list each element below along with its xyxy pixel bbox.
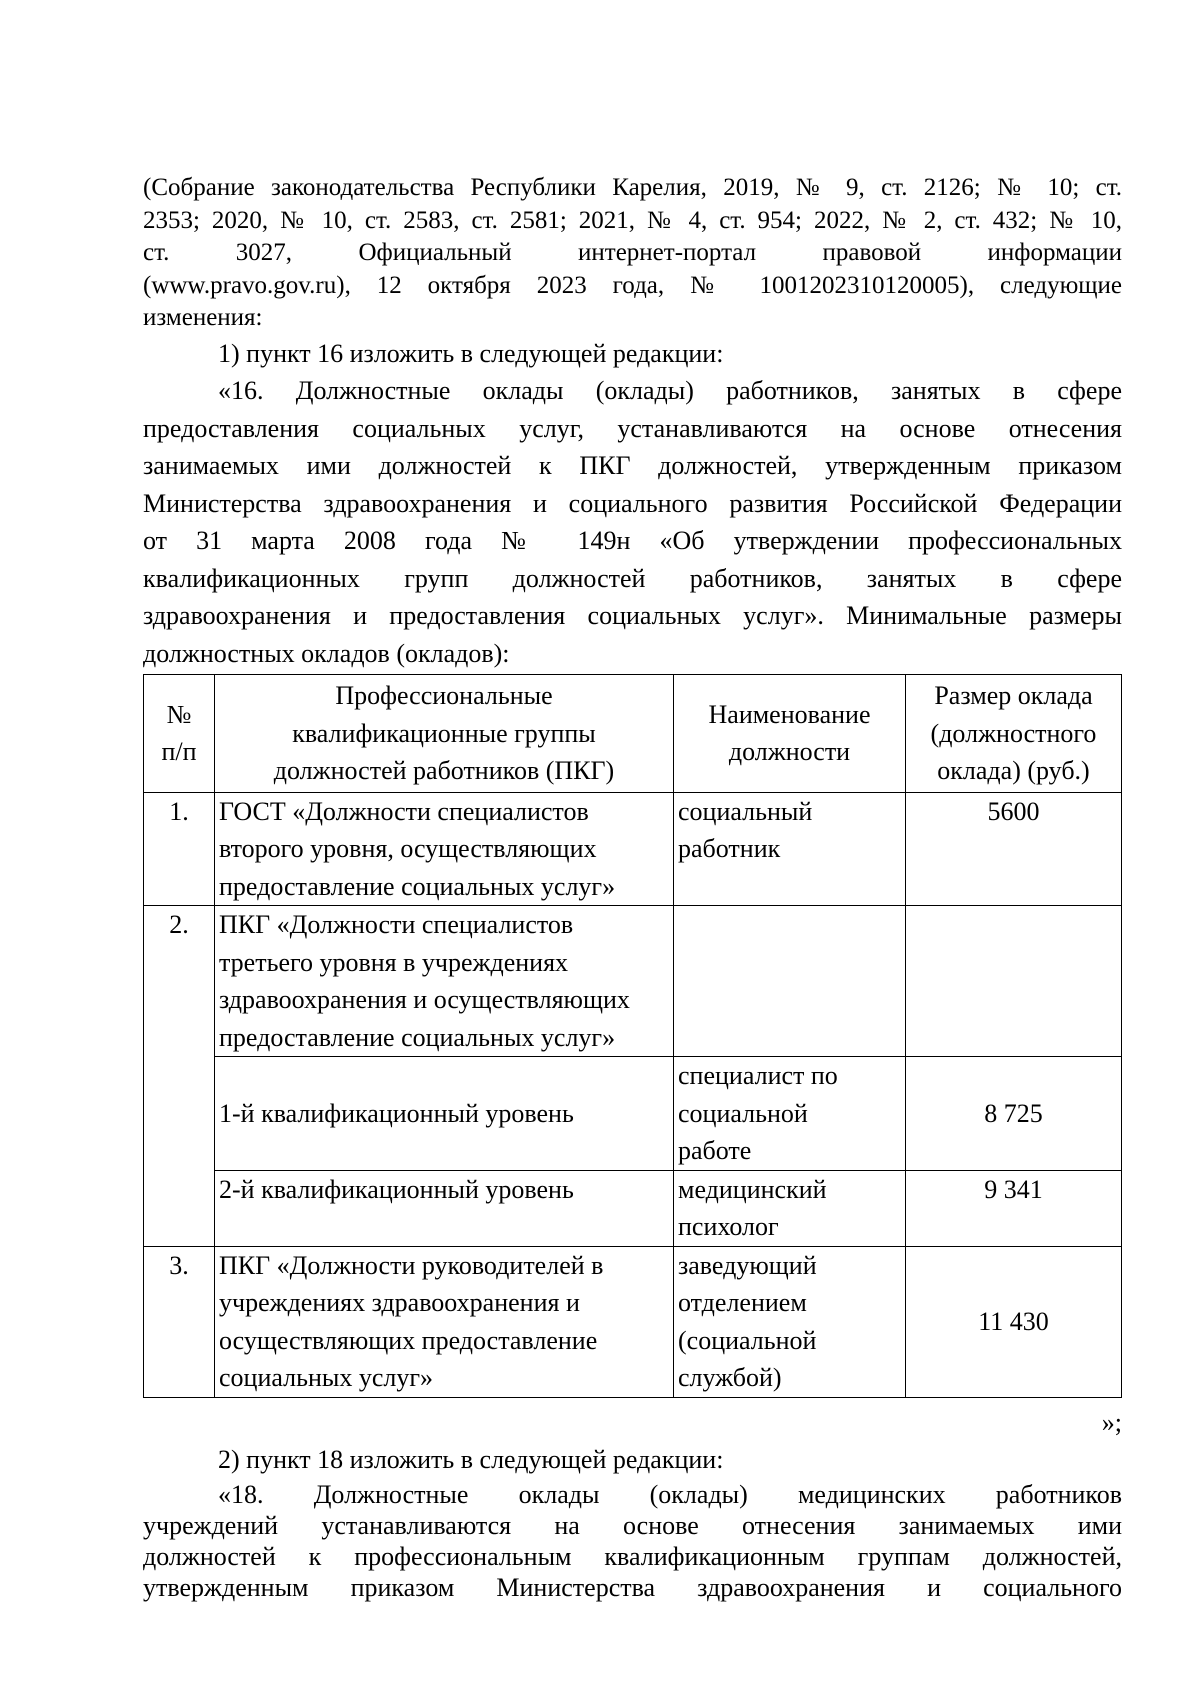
table-subrow — [144, 1057, 1122, 1171]
header-num-line: № — [166, 699, 192, 729]
subrow-position-line: социальной — [678, 1098, 808, 1128]
row-group-line: предоставление социальных услуг» — [219, 871, 616, 901]
row-num: 3. — [144, 1246, 215, 1397]
subrow-position — [674, 1057, 906, 1171]
item-1-line: «16. Должностные оклады (оклады) работников, занятых в сфере — [218, 376, 1122, 405]
header-position-line: должности — [728, 737, 851, 767]
row-position-line: социальный — [678, 796, 813, 826]
intro-line: (www.pravo.gov.ru), 12 октября 2023 года, № 1001202310120005), следующие — [143, 271, 1122, 299]
item-2 — [143, 1441, 1122, 1603]
intro-line: ст. 3027, Официальный интернет-портал правовой информации — [143, 239, 1122, 266]
row-salary-empty — [906, 906, 1122, 1057]
item-1-line: здравоохранения и предоставления социальных услуг». Минимальные размеры — [143, 601, 1122, 630]
subrow-level: 1-й квалификационный уровень — [215, 1057, 674, 1171]
item-1-line: от 31 марта 2008 года № 149н «Об утверждении профессиональных — [143, 526, 1122, 555]
header-salary-line: Размер оклада — [934, 681, 1093, 710]
row-position-line: (социальной — [678, 1325, 817, 1355]
item-2-heading: 2) пункт 18 изложить в следующей редакции: — [218, 1445, 724, 1474]
subrow-position-line: психолог — [678, 1212, 779, 1241]
item-1-line: предоставления социальных услуг, устанавливаются на основе отнесения — [143, 413, 1122, 443]
header-salary — [906, 675, 1122, 793]
row-group-line: социальных услуг» — [219, 1363, 434, 1392]
row-group — [215, 792, 674, 906]
row-group-line: второго уровня, осуществляющих — [219, 834, 597, 863]
row-group — [215, 906, 674, 1057]
header-group — [215, 675, 674, 793]
row-group-line: ГОСТ «Должности специалистов — [219, 796, 589, 826]
header-group-line: квалификационные группы — [292, 718, 596, 748]
intro-paragraph — [143, 172, 1122, 335]
item-2-line: утвержденным приказом Министерства здравоохранения и социального — [143, 1572, 1122, 1602]
subrow-position-line: работе — [678, 1136, 752, 1165]
subrow-level: 2-й квалификационный уровень — [215, 1170, 674, 1246]
subrow-position-line: специалист по — [678, 1061, 838, 1090]
item-1-line: должностных окладов (окладов): — [143, 638, 510, 668]
item-1-line: занимаемых ими должностей к ПКГ должностей, утвержденным приказом — [143, 451, 1122, 480]
table-header-row — [144, 675, 1122, 793]
subrow-position-line: медицинский — [678, 1174, 827, 1204]
intro-line: изменения: — [143, 304, 263, 331]
salary-table — [143, 674, 1122, 1398]
row-position — [674, 1246, 906, 1397]
intro-line: (Собрание законодательства Республики Карелия, 2019, № 9, ст. 2126; № 10; ст. — [143, 174, 1122, 201]
item-1-line: Министерства здравоохранения и социального развития Российской Федерации — [143, 488, 1122, 518]
row-position-empty — [674, 906, 906, 1057]
row-salary: 5600 — [906, 792, 1122, 906]
header-num-line: п/п — [161, 737, 197, 767]
item-2-line: учреждений устанавливаются на основе отнесения занимаемых ими — [143, 1510, 1122, 1540]
row-num: 1. — [144, 792, 215, 906]
header-group-line: должностей работников (ПКГ) — [273, 756, 615, 785]
row-position — [674, 792, 906, 906]
table-row — [144, 906, 1122, 1057]
quote-close: »; — [1101, 1407, 1122, 1437]
header-position — [674, 675, 906, 793]
row-group-line: ПКГ «Должности специалистов — [219, 910, 574, 939]
row-position-line: службой) — [678, 1363, 782, 1392]
item-1-heading: 1) пункт 16 изложить в следующей редакции: — [218, 338, 724, 368]
intro-line: 2353; 2020, № 10, ст. 2583, ст. 2581; 2021, № 4, ст. 954; 2022, № 2, ст. 432; № 10, — [143, 206, 1122, 234]
subrow-position — [674, 1170, 906, 1246]
row-group-line: ПКГ «Должности руководителей в — [219, 1250, 604, 1280]
row-group-line: учреждениях здравоохранения и — [219, 1288, 580, 1317]
row-position-line: отделением — [678, 1288, 807, 1317]
table-subrow — [144, 1170, 1122, 1246]
row-position-line: заведующий — [678, 1250, 817, 1280]
item-1 — [143, 335, 1122, 673]
table-row — [144, 792, 1122, 906]
row-group-line: здравоохранения и осуществляющих — [219, 985, 630, 1014]
item-2-line: должностей к профессиональным квалификационным группам должностей, — [143, 1541, 1122, 1571]
header-num — [144, 675, 215, 793]
item-1-line: квалификационных групп должностей работников, занятых в сфере — [143, 563, 1122, 593]
subrow-salary: 8 725 — [906, 1057, 1122, 1171]
row-group-line: осуществляющих предоставление — [219, 1325, 598, 1355]
header-salary-line: (должностного — [930, 718, 1097, 748]
header-group-line: Профессиональные — [335, 681, 553, 710]
row-salary: 11 430 — [906, 1246, 1122, 1397]
header-salary-line: оклада) (руб.) — [937, 756, 1090, 785]
row-group — [215, 1246, 674, 1397]
item-2-line: «18. Должностные оклады (оклады) медицинских работников — [218, 1479, 1122, 1509]
row-group-line: предоставление социальных услуг» — [219, 1022, 616, 1052]
row-num: 2. — [144, 906, 215, 1247]
header-position-line: Наименование — [708, 699, 871, 729]
subrow-salary: 9 341 — [906, 1170, 1122, 1246]
row-position-line: работник — [678, 834, 781, 863]
row-group-line: третьего уровня в учреждениях — [219, 947, 569, 977]
document-page — [143, 172, 1122, 1603]
table-row — [144, 1246, 1122, 1397]
